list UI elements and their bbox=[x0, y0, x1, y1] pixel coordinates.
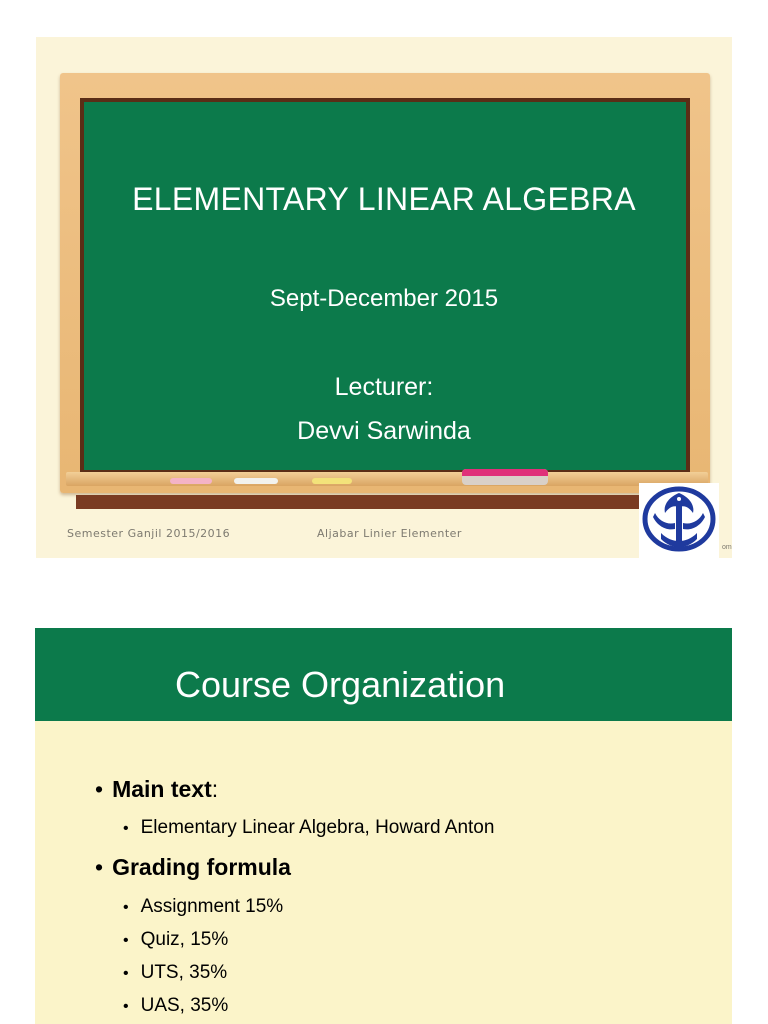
sub-bullet-main-text bbox=[123, 817, 494, 839]
bullet-label: Main text bbox=[112, 776, 212, 802]
footer-suffix: om bbox=[722, 544, 732, 551]
bullet-dot-icon: • bbox=[123, 998, 129, 1015]
bullet-dot-icon: • bbox=[95, 854, 104, 880]
bullet-dot-icon: • bbox=[95, 776, 104, 802]
slide-title: ELEMENTARY LINEAR ALGEBRA bbox=[132, 181, 636, 217]
ledge-shadow bbox=[76, 495, 710, 509]
bullet-suffix: : bbox=[211, 776, 219, 802]
yellow-chalk-icon bbox=[312, 478, 352, 484]
chalk-ledge bbox=[66, 472, 708, 486]
bullet-dot-icon: • bbox=[123, 932, 129, 949]
sub-bullet-text: Quiz, 15% bbox=[140, 929, 229, 950]
sub-bullet-assignment bbox=[123, 896, 283, 918]
bullet-dot-icon: • bbox=[123, 899, 129, 916]
sub-bullet-text: Elementary Linear Algebra, Howard Anton bbox=[140, 817, 495, 838]
lecturer-name: Devvi Sarwinda bbox=[297, 417, 471, 445]
bullet-main-text bbox=[95, 776, 218, 803]
sub-bullet-text: Assignment 15% bbox=[140, 896, 284, 917]
sub-bullet-text: UAS, 35% bbox=[140, 995, 229, 1016]
university-logo-icon bbox=[639, 483, 719, 558]
sub-bullet-quiz bbox=[123, 929, 228, 951]
pink-chalk-icon bbox=[170, 478, 212, 484]
slide-header bbox=[35, 628, 732, 721]
bullet-grading-formula bbox=[95, 854, 291, 881]
lecturer-label: Lecturer: bbox=[334, 373, 434, 401]
slide2-title: Course Organization bbox=[175, 664, 506, 705]
bullet-dot-icon: • bbox=[123, 965, 129, 982]
white-chalk-icon bbox=[234, 478, 278, 484]
course-organization-slide bbox=[35, 628, 732, 1024]
eraser-top bbox=[462, 469, 548, 476]
bullet-label: Grading formula bbox=[112, 854, 291, 880]
footer-course: Aljabar Linier Elementer bbox=[317, 527, 462, 540]
sub-bullet-uts bbox=[123, 962, 227, 984]
bullet-dot-icon: • bbox=[123, 820, 129, 837]
sub-bullet-uas bbox=[123, 995, 228, 1017]
sub-bullet-text: UTS, 35% bbox=[140, 962, 228, 983]
university-logo-graphic bbox=[639, 483, 719, 558]
title-slide bbox=[36, 37, 732, 558]
eraser-icon bbox=[462, 469, 548, 485]
course-dates: Sept-December 2015 bbox=[269, 285, 499, 312]
footer-semester: Semester Ganjil 2015/2016 bbox=[67, 527, 231, 540]
